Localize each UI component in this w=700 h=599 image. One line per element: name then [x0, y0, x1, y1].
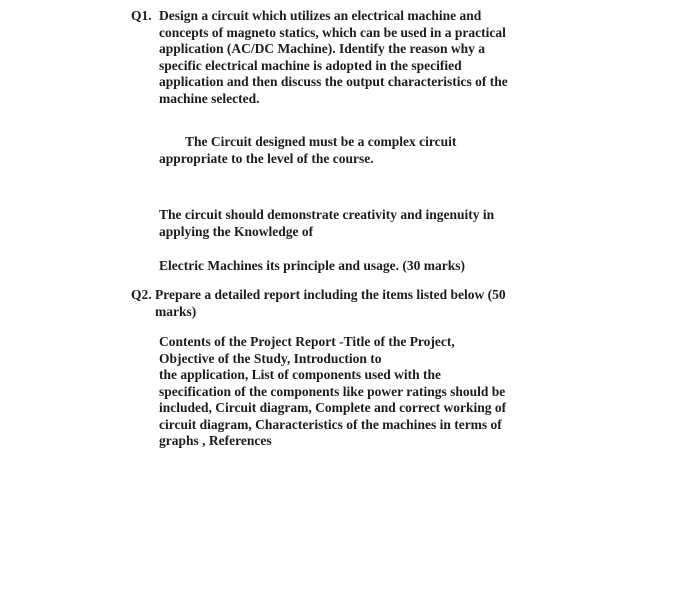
q1-line-6: machine selected.	[159, 90, 260, 106]
question-2-text	[155, 287, 575, 320]
question-1-label: Q1.	[131, 8, 152, 23]
q2-line-1: Prepare a detailed report including the items listed below (50	[155, 287, 506, 302]
report-line-2: Objective of the Study, Introduction to	[159, 350, 382, 366]
q1-line-4: specific electrical machine is adopted in the specified	[159, 57, 462, 73]
question-1-criteria	[159, 207, 599, 240]
report-line-4: specification of the components like power ratings should be	[159, 383, 506, 399]
q1-criteria-line-2: applying the Knowledge of	[159, 223, 314, 239]
q1-criteria-line-1: The circuit should demonstrate creativity and ingenuity in	[159, 207, 495, 222]
report-line-3: the application, List of components used with the	[159, 367, 442, 382]
report-line-6: circuit diagram, Characteristics of the machines in terms of	[159, 416, 502, 432]
q1-note-line-1: The Circuit designed must be a complex circuit	[185, 134, 457, 149]
question-1-text	[159, 8, 579, 107]
q1-line-1: Design a circuit which utilizes an electrical machine and	[159, 8, 482, 23]
report-line-7: graphs , References	[159, 433, 272, 448]
question-2-label: Q2.	[131, 287, 152, 302]
q1-note-line-2: appropriate to the level of the course.	[159, 150, 374, 166]
q1-line-2: concepts of magneto statics, which can be used in a practical	[159, 24, 506, 40]
q1-line-3: application (AC/DC Machine). Identify the reason why a	[159, 41, 486, 56]
question-1-note	[159, 134, 539, 167]
q2-line-2: marks)	[155, 303, 197, 319]
report-heading: Contents of the Project Report	[159, 334, 336, 349]
report-line-1: -Title of the Project,	[335, 334, 455, 349]
question-1-criteria-tail: Electric Machines its principle and usage. (30 marks)	[159, 258, 465, 273]
q1-line-5: application and then discuss the output characteristics of the	[159, 74, 508, 89]
project-report-contents	[159, 334, 571, 450]
report-line-5: included, Circuit diagram, Complete and correct working of	[159, 400, 507, 415]
